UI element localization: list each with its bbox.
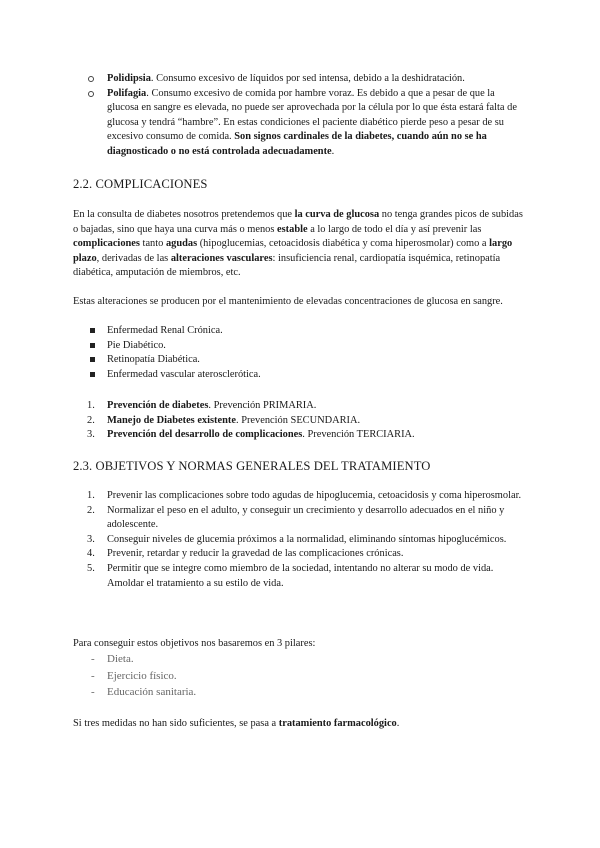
text: : insuficiencia renal, cardiopatía isquémica, retinopatía diabética, amputación de miembros, etc. bbox=[73, 252, 501, 279]
list-item-text: . Prevención TERCIARIA. bbox=[302, 429, 415, 441]
alteraciones-list bbox=[73, 324, 527, 382]
dash-bullet-icon: - bbox=[91, 686, 95, 698]
bold-text: estable bbox=[277, 223, 308, 235]
circle-bullet-icon bbox=[88, 76, 94, 82]
bold-text: largo plazo bbox=[73, 238, 513, 264]
list-number: 1. bbox=[87, 400, 95, 411]
list-item-text: . Prevención PRIMARIA. bbox=[208, 400, 317, 411]
list-item bbox=[73, 547, 527, 562]
list-item-text: Retinopatía Diabética. bbox=[107, 354, 200, 366]
paragraph-pilares: Para conseguir estos objetivos nos basaremos en 3 pilares: bbox=[73, 638, 316, 649]
list-item-text: . Prevención SECUNDARIA. bbox=[236, 414, 361, 426]
list-number: 3. bbox=[87, 429, 95, 441]
text: a lo largo de todo el día y así prevenir las bbox=[307, 223, 482, 235]
list-number: 5. bbox=[87, 562, 95, 574]
paragraph-final bbox=[73, 717, 527, 732]
text: . bbox=[396, 718, 400, 729]
list-item bbox=[73, 533, 527, 548]
square-bullet-icon bbox=[90, 343, 95, 348]
bold-text: la curva de glucosa bbox=[294, 209, 380, 220]
list-number: 1. bbox=[87, 490, 95, 501]
objetivos-list bbox=[73, 489, 527, 591]
list-item-text: . Consumo excesivo de líquidos por sed intensa, debido a la deshidratación. bbox=[150, 73, 465, 84]
bold-text: tratamiento farmacológico bbox=[278, 718, 397, 729]
term-polidipsia: Polidipsia bbox=[107, 73, 151, 84]
square-bullet-icon bbox=[90, 328, 95, 333]
list-item bbox=[73, 414, 527, 429]
text: no tenga grandes picos de subidas o bajadas, sino que haya una curva más o menos bbox=[73, 209, 523, 235]
text: Si tres medidas no han sido suficientes, se pasa a bbox=[73, 718, 279, 729]
list-number: 3. bbox=[87, 533, 95, 545]
text: (hipoglucemias, cetoacidosis diabética y coma hiperosmolar) como a bbox=[197, 238, 490, 250]
list-item bbox=[73, 562, 527, 591]
bold-text: Prevención del desarrollo de complicaciones bbox=[107, 429, 303, 441]
list-item bbox=[73, 428, 527, 443]
bold-text: Manejo de Diabetes existente bbox=[107, 414, 236, 426]
list-item bbox=[73, 339, 527, 354]
list-item-text: Ejercicio físico. bbox=[107, 669, 177, 682]
list-item bbox=[73, 353, 527, 368]
bold-text: alteraciones vasculares bbox=[170, 252, 273, 264]
list-item bbox=[73, 87, 527, 160]
text: , derivadas de las bbox=[96, 252, 171, 264]
list-item-text: . bbox=[331, 145, 335, 157]
dash-bullet-icon: - bbox=[91, 653, 95, 665]
list-item-text: . Consumo excesivo de comida por hambre voraz. Es debido a que a pesar de que la glucosa en sangre es elevada, no puede ser aprovechada por la célula por lo que ésta estará falta de glucosa y tendrá “hambre”. En estas condiciones el paciente diabético pierde peso a pesar de su excesivo consumo de comida. bbox=[107, 87, 517, 143]
list-item bbox=[73, 684, 527, 701]
bold-text: complicaciones bbox=[73, 238, 140, 250]
list-item-text: Permitir que se integre como miembro de la sociedad, intentando no alterar su modo de vida. Amoldar el tratamiento a su estilo de vida. bbox=[107, 562, 494, 589]
pilares-list bbox=[73, 651, 527, 701]
list-item-text: Prevenir las complicaciones sobre todo agudas de hipoglucemia, cetoacidosis y coma hiperosmolar. bbox=[107, 490, 522, 501]
list-item bbox=[73, 324, 527, 339]
list-item-text: Enfermedad vascular aterosclerótica. bbox=[107, 368, 261, 380]
paragraph-intro bbox=[73, 208, 527, 281]
circle-bullet-icon bbox=[88, 91, 94, 97]
list-item-text: Conseguir niveles de glucemia próximos a la normalidad, eliminando síntomas hipoglucémicos. bbox=[107, 533, 507, 545]
term-polifagia: Polifagia bbox=[107, 87, 147, 99]
list-number: 2. bbox=[87, 414, 95, 426]
list-item bbox=[73, 504, 527, 533]
list-item-text: Enfermedad Renal Crónica. bbox=[107, 325, 223, 336]
list-item bbox=[73, 72, 527, 87]
text: tanto bbox=[139, 238, 166, 250]
square-bullet-icon bbox=[90, 372, 95, 377]
list-item bbox=[73, 399, 527, 414]
list-number: 2. bbox=[87, 504, 95, 516]
list-item-text: Educación sanitaria. bbox=[107, 686, 197, 698]
list-item bbox=[73, 651, 527, 668]
list-item-text: Pie Diabético. bbox=[107, 339, 166, 351]
prevencion-list bbox=[73, 399, 527, 443]
list-item-text: Prevenir, retardar y reducir la gravedad de las complicaciones crónicas. bbox=[107, 548, 404, 560]
square-bullet-icon bbox=[90, 357, 95, 362]
list-item bbox=[73, 489, 527, 504]
text: En la consulta de diabetes nosotros pretendemos que bbox=[73, 209, 295, 220]
section-heading-complicaciones: 2.2. COMPLICACIONES bbox=[73, 177, 208, 191]
bold-text: Prevención de diabetes bbox=[107, 400, 209, 411]
list-item-text: Dieta. bbox=[107, 653, 134, 665]
paragraph-alteraciones: Estas alteraciones se producen por el mantenimiento de elevadas concentraciones de glucosa en sangre. bbox=[73, 296, 503, 307]
section-heading-objetivos: 2.3. OBJETIVOS Y NORMAS GENERALES DEL TRATAMIENTO bbox=[73, 459, 431, 473]
list-item-text: Normalizar el peso en el adulto, y conseguir un crecimiento y desarrollo adecuados en el niño y adolescente. bbox=[107, 504, 505, 531]
bold-text: agudas bbox=[165, 238, 198, 250]
list-number: 4. bbox=[87, 548, 95, 560]
list-item bbox=[73, 368, 527, 383]
bold-text: Son signos cardinales de la diabetes, cuando aún no se ha diagnosticado o no está controlada adecuadamente bbox=[107, 131, 487, 157]
list-item bbox=[73, 668, 527, 685]
symptoms-list bbox=[73, 72, 527, 160]
dash-bullet-icon: - bbox=[91, 669, 95, 682]
